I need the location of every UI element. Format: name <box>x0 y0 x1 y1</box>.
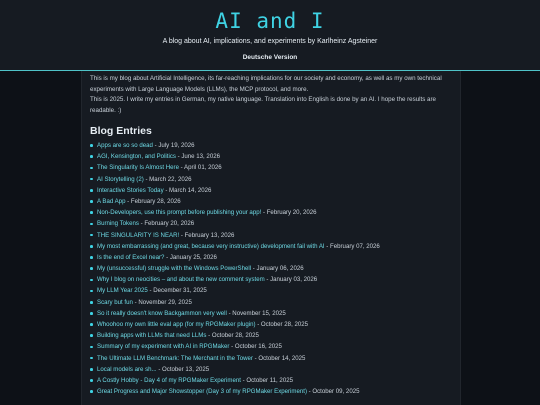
blog-entry-item <box>90 341 460 352</box>
blog-entry-link[interactable]: Local models are sh... <box>97 365 157 373</box>
blog-entries-heading: Blog Entries <box>90 125 152 137</box>
blog-entry-item <box>90 241 460 252</box>
blog-entry-date: - March 14, 2026 <box>163 186 212 194</box>
blog-entries-list <box>82 140 460 397</box>
blog-entry-link[interactable]: THE SINGULARITY IS NEAR! <box>97 231 180 239</box>
blog-entry-date: - July 19, 2026 <box>152 142 195 149</box>
blog-entry-link[interactable]: Is the end of Excel near? <box>97 253 165 261</box>
blog-entry-link[interactable]: AI Storytelling (2) <box>97 175 144 183</box>
blog-entry-item <box>90 207 460 218</box>
blog-entry-item <box>90 386 460 397</box>
blog-entry-link[interactable]: The Ultimate LLM Benchmark: The Merchant in the Tower <box>97 354 253 362</box>
blog-entry-date: - October 16, 2025 <box>229 343 282 351</box>
blog-entry-link[interactable]: Scary but fun <box>97 298 133 306</box>
blog-entry-date: - October 14, 2025 <box>252 354 306 362</box>
intro-text <box>90 74 454 116</box>
blog-entry-item <box>90 297 460 308</box>
blog-entry-link[interactable]: Non-Developers, use this prompt before publishing your app! <box>97 209 262 217</box>
blog-entry-date: - April 01, 2026 <box>178 164 222 172</box>
blog-entry-link[interactable]: Great Progress and Major Showstopper (Day 3 of my RPGMaker Experiment) <box>97 388 307 396</box>
blog-entry-date: - February 13, 2026 <box>179 231 235 239</box>
german-version-link[interactable]: Deutsche Version <box>242 54 298 61</box>
blog-entry-link[interactable]: Apps are so so dead <box>97 142 153 149</box>
blog-entry-link[interactable]: A Costly Hobby - Day 4 of my RPGMaker Experiment <box>97 376 241 384</box>
intro-paragraph-2: This is 2025. I write my entries in German, my native language. Translation into English is done by an AI. I hope the results are readable. :) <box>90 96 436 114</box>
blog-entry-item <box>90 185 460 196</box>
blog-entry-item <box>90 230 460 241</box>
blog-entry-date: - February 20, 2026 <box>261 209 317 217</box>
blog-entry-date: - January 03, 2026 <box>264 276 318 284</box>
blog-entry-date: - October 28, 2025 <box>255 321 309 328</box>
blog-entry-link[interactable]: Interactive Stories Today <box>97 186 164 194</box>
intro-paragraph-1: This is my blog about Artificial Intelligence, its far-reaching implications for our society and economy, as well as my own technical experiments with Large Language Models (LLMs), the MCP protocol, and more. <box>90 75 442 93</box>
blog-entry-item <box>90 174 460 185</box>
blog-entry-item <box>90 330 460 341</box>
blog-entry-link[interactable]: My (unsuccessful) struggle with the Windows PowerShell <box>97 265 252 273</box>
blog-entry-item <box>90 364 460 375</box>
blog-entry-link[interactable]: A Bad App <box>97 197 126 205</box>
blog-entry-link[interactable]: The Singularity Is Almost Here <box>97 164 179 172</box>
blog-entry-date: - October 11, 2025 <box>240 376 293 384</box>
blog-entry-link[interactable]: Whoohoo my own little eval app (for my RPGMaker plugin) <box>97 321 256 328</box>
blog-entry-item <box>90 319 460 330</box>
blog-entry-date: - November 15, 2025 <box>226 309 286 317</box>
blog-entry-link[interactable]: Why I blog on neocities – and about the new comment system <box>97 276 265 284</box>
blog-entry-item <box>90 308 460 319</box>
blog-entry-item <box>90 375 460 386</box>
blog-entry-link[interactable]: Burning Tokens <box>97 220 139 228</box>
blog-entry-item <box>90 285 460 296</box>
blog-entry-item <box>90 140 460 151</box>
blog-entry-link[interactable]: My LLM Year 2025 <box>97 287 148 295</box>
site-header <box>0 0 540 71</box>
blog-entry-date: - February 07, 2026 <box>324 242 380 250</box>
blog-entry-item <box>90 218 460 229</box>
blog-entry-item <box>90 274 460 285</box>
blog-entry-item <box>90 162 460 173</box>
site-tagline: A blog about AI, implications, and experiments by Karlheinz Agsteiner <box>162 38 378 45</box>
blog-entry-date: - October 09, 2025 <box>306 388 360 396</box>
blog-entry-date: - June 13, 2026 <box>175 153 220 161</box>
blog-entry-item <box>90 252 460 263</box>
blog-entry-link[interactable]: Building apps with LLMs that need LLMs <box>97 332 207 340</box>
blog-entry-date: - January 06, 2026 <box>251 265 304 273</box>
blog-entry-item <box>90 151 460 162</box>
blog-entry-item <box>90 353 460 364</box>
blog-entry-date: - October 28, 2025 <box>206 332 259 340</box>
blog-entry-date: - January 25, 2026 <box>164 253 217 261</box>
blog-entry-item <box>90 263 460 274</box>
blog-entry-date: - November 29, 2025 <box>132 298 192 306</box>
blog-entry-date: - March 22, 2026 <box>143 175 192 183</box>
blog-entry-date: - October 13, 2025 <box>156 365 210 373</box>
blog-entry-link[interactable]: So it really doesn't know Backgammon very well <box>97 309 227 317</box>
blog-entry-date: - February 20, 2026 <box>138 220 195 228</box>
blog-entry-link[interactable]: Summary of my experiment with AI in RPGMaker <box>97 343 230 351</box>
main-content <box>81 71 461 405</box>
blog-entry-link[interactable]: My most embarrassing (and great, because very instructive) development fail with AI <box>97 242 325 250</box>
blog-entry-date: - December 31, 2025 <box>147 287 207 295</box>
blog-entry-date: - February 28, 2026 <box>125 197 181 205</box>
blog-entry-item <box>90 196 460 207</box>
site-title[interactable]: AI and I <box>215 9 325 33</box>
blog-entry-link[interactable]: AGI, Kensington, and Politics <box>97 153 176 161</box>
